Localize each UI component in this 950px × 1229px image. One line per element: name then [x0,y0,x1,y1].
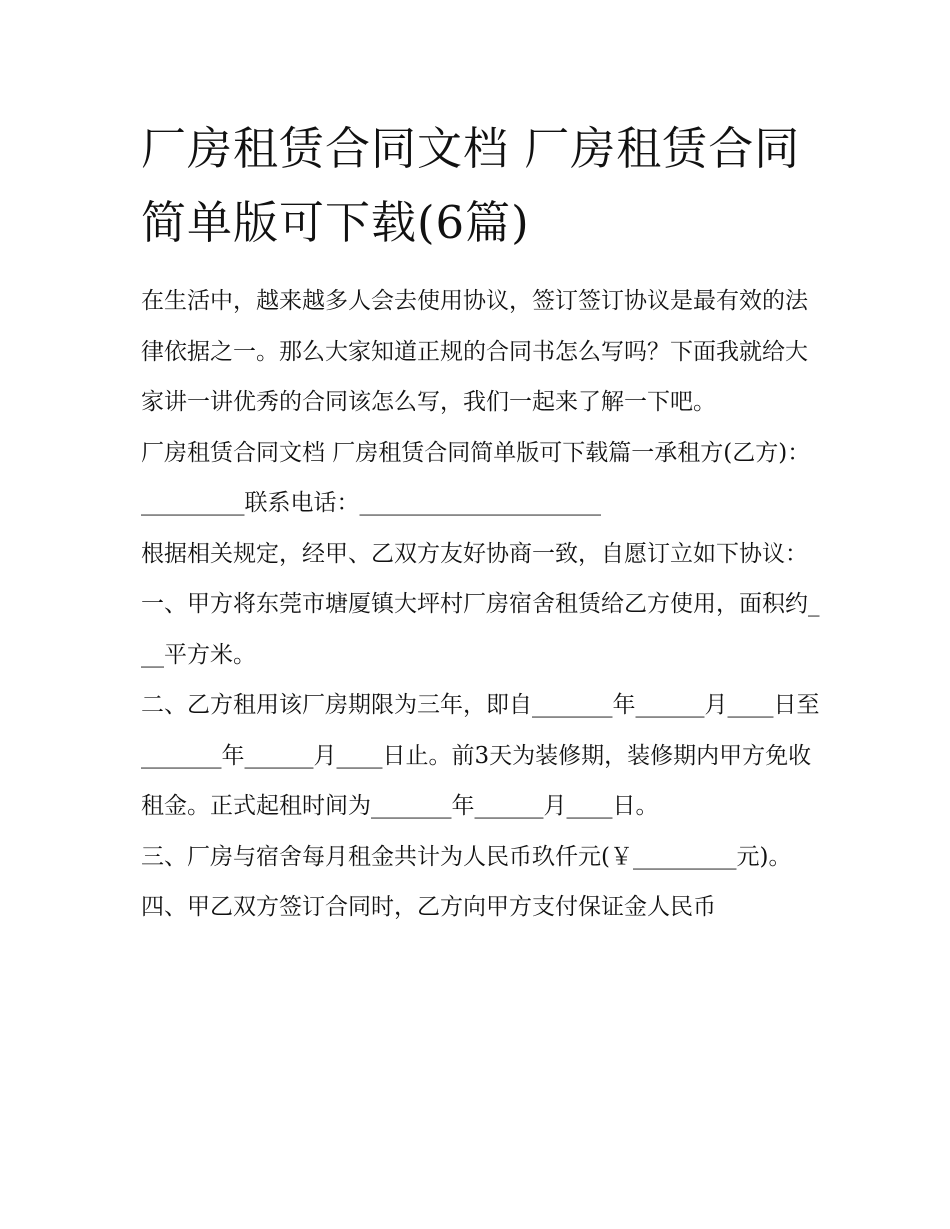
clause-three-paragraph: 三、厂房与宿舍每月租金共计为人民币玖仟元(￥_________元)。 [141,843,792,870]
clause-one-paragraph: 根据相关规定，经甲、乙双方友好协商一致，自愿订立如下协议： 一、甲方将东莞市塘厦镇大坪村厂房宿舍租赁给乙方使用，面积约___平方米。 [141,540,820,668]
intro-paragraph: 在生活中，越来越多人会去使用协议，签订签订协议是最有效的法律依据之一。那么大家知道正规的合同书怎么写吗？下面我就给大家讲一讲优秀的合同该怎么写，我们一起来了解一下吧。 [141,288,808,415]
clause-four-paragraph: 四、甲乙双方签订合同时，乙方向甲方支付保证金人民币 [141,894,716,920]
document-body [141,276,821,933]
clause-two-paragraph: 二、乙方租用该厂房期限为三年，即自_______年______月____日至_______年______月____日止。前3天为装修期，装修期内甲方免收租金。正式起租时间为_______年______月____日。 [141,692,820,819]
lessee-info-paragraph: 厂房租赁合同文档 厂房租赁合同简单版可下载篇一承租方(乙方)：_________联系电话：_____________________ [141,439,811,516]
document-title: 厂房租赁合同文档 厂房租赁合同简单版可下载(6篇) [141,122,801,249]
